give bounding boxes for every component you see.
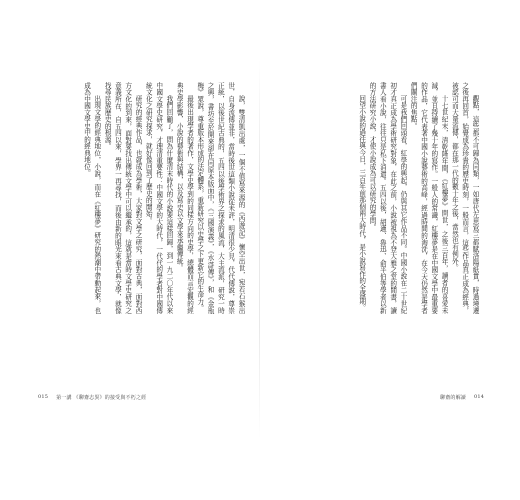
page-number: 014 — [474, 394, 485, 400]
paragraph: 十七世紀末，清乾隆年間，《紅樓夢》問世，之後三百年，讀者的喜愛未減，並且持續了幾十年的寫作。一般人的常識，紅樓夢是在中國文學中最重要的作品，它代表著中國小說藝術的高峰，經過時間的淘洗，在今天仍然是學者們關注的焦點。 — [409, 82, 449, 314]
page-number: 015 — [38, 394, 49, 400]
right-folio — [440, 394, 484, 401]
paragraph: 觀點，這些都不可歸為同類，一如唐代左思寫三都賦洛陽紙貴，時過境遷之後再回首，始覺成為珍貴的歷史時刻，一般而言，這些作品真正成為經典，被認可而大量流傳，都在那一代的數十年之後，當然也有例外。 — [450, 82, 479, 314]
left-page-text — [40, 82, 246, 314]
paragraph: 說，雙清凱出處，一個不值寫來源的《西遊記》懷空出世，宛若石猴出世，自身流傳並非，當時後世這類小說從未評，明清很少見，代代傳說，尊崇正統，以後世紀古典的，五四以後學術界之探求的風流，大主流派，研究一時之興，書坊至於開來卻在同原本版面中，《三國演義》，《水滸傳》，和《金瓶梅》眾說，尊重版本形成的法定體系，重新研究以史學之下更新它的生命力。 — [195, 82, 245, 314]
running-head: 聊齋的解讀 — [440, 395, 467, 401]
paragraph: 出現文學的經典地位，小說，而在《紅樓夢》研究的熱潮中帶動起來，也成為中國文學史中的經典地位。 — [82, 82, 101, 314]
paragraph: 研究的經典作品，也就成為學術，大家對文學之研究，面對古典，面對西方文化的到來，面對要找出傳統文學中可以繼承的，這就是當時文學史研究之意義所在，自五四以來，學界一再尋找，而後由新的眼光來看古典文學，就像找尋民族歷史的根源。 — [103, 82, 143, 314]
paragraph: 回望小說的過往與今日，三百年前那個兩大時代，是小說寫作的全盛期。 — [357, 95, 366, 312]
running-head: 第一講 《聊齋志異》的接受與不朽之經 — [56, 395, 147, 401]
right-page — [260, 0, 520, 500]
left-folio — [38, 394, 146, 401]
paragraph: 可是我們回頭看，紅學的興起，仍與其它作品不同。中國小說在二十世紀初才真正成為學術研究對象，在此之前，小說被視為不登大雅之堂的閒書，讀書人看小說，往往只是私下消遣。五四以後，胡適、魯迅、俞平伯等學者以新的方法研究小說，才使小說成為可以研究的學問。 — [368, 82, 407, 314]
paragraph: 最後出現學者的著作，文學史學到的同樣方向的史學，總體而言宏觀的經典史學影響，小說的藝術與結構，以及寫史以文學來承繼傳統。 — [175, 82, 194, 314]
right-page-text — [272, 82, 480, 314]
paragraph: 我們回顧了，問為什麼清末時代的小說要這樣回歸，到一九二〇年代以來中國文學史研究，才理清重要性：中國文學的大時代，一代代的學者對中國傳統文化之研究探求，就好像回到了歷史的開始。 — [144, 82, 173, 314]
